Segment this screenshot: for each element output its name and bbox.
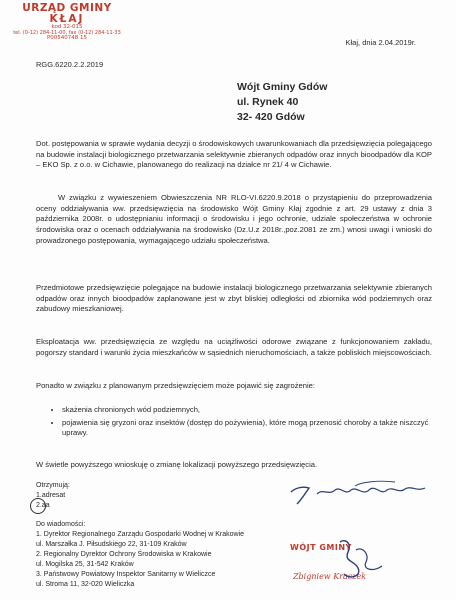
threat-item: • skażenia chronionych wód podziemnych, (62, 405, 442, 416)
cc-list (36, 520, 244, 590)
body-paragraph-location: Przedmiotowe przedsięwzięcie polegające na budowie instalacji biologicznego przetwarzania selektywnie zbieranych odpadów oraz innych bioodpadów zaplanowane jest w zbyt bliskiej odległości od zbiornika wód podziemnych oraz zabudowy mieszkaniowej. (36, 283, 432, 314)
stamp-line-5: P00540748 15 (46, 35, 88, 42)
official-stamp-name: Zbigniew Kraczek (293, 572, 367, 581)
recipient-city: 32- 420 Gdów (237, 111, 305, 123)
distribution-item: 1.adresat (36, 492, 66, 499)
stamp-line-1: URZĄD GMINY (22, 2, 112, 14)
distribution-item: 2.aa (36, 502, 50, 509)
distribution-label: Otrzymują: (36, 482, 70, 489)
threat-item: • pojawienia się gryzoni oraz insektów (dostęp do pożywienia), które mogą przenosić choroby a także niszczyć uprawy. (62, 418, 442, 439)
cc-line: ul. Mogilska 25, 31-542 Kraków (36, 561, 134, 568)
official-stamp-title: WÓJT GMINY (290, 543, 352, 552)
cc-line: 2. Regionalny Dyrektor Ochrony Środowiska w Krakowie (36, 551, 212, 558)
handwritten-circle-mark (30, 498, 46, 514)
body-paragraph-threats-intro: Ponadto w związku z planowanym przedsięwzięciem może pojawić się zagrożenie: (36, 381, 315, 390)
cc-label: Do wiadomości: (36, 521, 86, 528)
body-paragraph-nuisance: Eksploatacja ww. przedsięwzięcia ze względu na uciążliwości odorowe związane z funkcjonowaniem zakładu, pogorszy standard i warunki życia mieszkańców w sąsiednich nieruchomościach, a także pobliskich miejscowościach. (36, 337, 432, 357)
cc-line: ul. Stroma 11, 32-020 Wieliczka (36, 581, 135, 588)
handwritten-signature-top (283, 470, 433, 510)
stamp-line-2: KŁAJ (49, 13, 85, 26)
body-paragraph-notice: W związku z wywieszeniem Obwieszczenia NR RLO-VI.6220.9.2018 o przystąpieniu do przeprowadzenia oceny oddziaływania ww. przedsięwzięcia na środowisko Wójt Gminy Kłaj zgodnie z art. 29 ustawy z dnia 3 października 2008r. o udostępnianiu informacji o środowisku i jego ochronie, udziale społeczeństwa w ochronie środowiska oraz o ocenach oddziaływania na środowisko (Dz.U.z 2018r.,poz.2081 ze zm.) wnosi uwagi i wnioski do prowadzonego postępowania, wymagającego udziału społeczeństwa. (36, 193, 432, 245)
cc-line: 1. Dyrektor Regionalnego Zarządu Gospodarki Wodnej w Krakowie (36, 531, 245, 538)
reference-number: RGG.6220.2.2.2019 (36, 60, 104, 69)
recipient-address (237, 80, 327, 125)
stamp-line-4: tel. (0-12) 284-11-00, fax (0-12) 284-11-33 (13, 29, 121, 36)
stamp-line-3: kod 32-015 (51, 24, 83, 31)
subject-paragraph: Dot. postępowania w sprawie wydania decyzji o środowiskowych uwarunkowaniach dla przedsięwzięcia polegającego na budowie instalacji biologicznego przetwarzania selektywnie zbieranych odpadów oraz innych bioodpadów dla KOP – EKO Sp. z o.o. w Cichawie, planowanego do realizacji na działce nr 21/ 4 w Cichawie. (36, 139, 432, 170)
handwritten-signature-bottom (300, 532, 400, 592)
office-stamp (8, 3, 126, 42)
cc-line: 3. Państwowy Powiatowy Inspektor Sanitarny w Wieliczce (36, 571, 216, 578)
recipient-name: Wójt Gminy Gdów (237, 81, 328, 93)
conclusion-paragraph: W świetle powyższego wnioskuję o zmianę lokalizacji powyższego przedsięwzięcia. (36, 460, 318, 469)
document-date: Kłaj, dnia 2.04.2019r. (345, 38, 416, 47)
threats-list (48, 405, 442, 441)
cc-line: ul. Marszałka J. Piłsudskiego 22, 31-109 Kraków (36, 541, 187, 548)
recipient-street: ul. Rynek 40 (237, 96, 299, 108)
